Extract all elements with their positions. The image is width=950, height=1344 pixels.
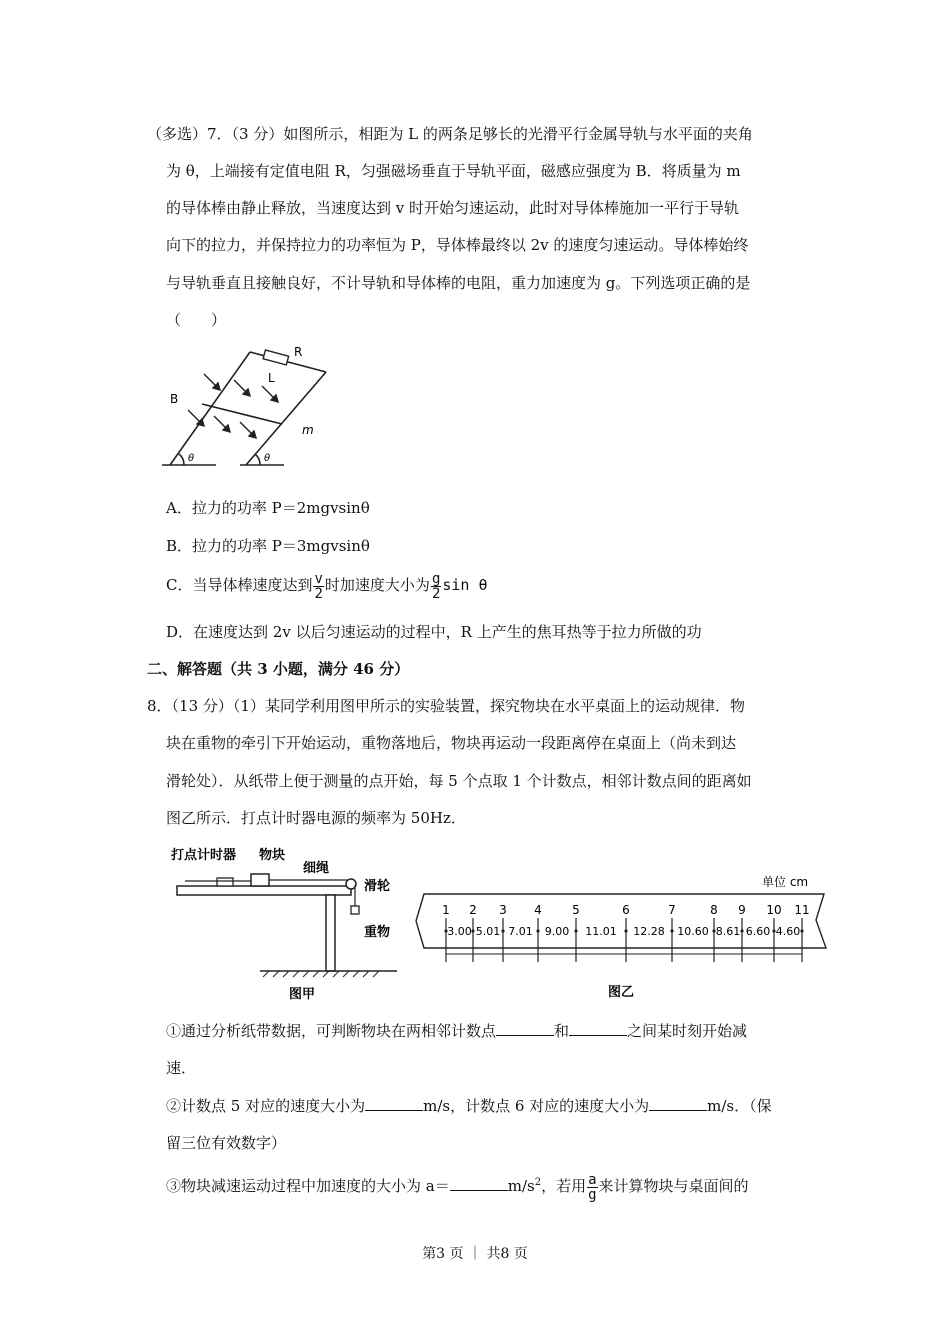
count-point-dot bbox=[624, 929, 627, 932]
label-theta-1: θ bbox=[188, 453, 195, 464]
section-title: 二、解答题（共 3 小题，满分 46 分） bbox=[147, 660, 410, 678]
count-point-label: 7 bbox=[668, 903, 676, 917]
count-point-label: 1 bbox=[442, 903, 450, 917]
count-point-label: 5 bbox=[572, 903, 580, 917]
count-point-label: 11 bbox=[794, 903, 810, 917]
option-b: B．拉力的功率 P＝3mgvsinθ bbox=[166, 537, 370, 555]
blank-point-1[interactable] bbox=[496, 1021, 554, 1036]
count-point-label: 2 bbox=[469, 903, 477, 917]
q8-line-3: 滑轮处）．从纸带上便于测量的点开始，每 5 个点取 1 个计数点，相邻计数点间的距离如 bbox=[166, 772, 752, 790]
count-point-label: 8 bbox=[710, 903, 718, 917]
q7-line-1: （多选）7．（3 分）如图所示，相距为 L 的两条足够长的光滑平行金属导轨与水平面的夹角 bbox=[147, 125, 753, 143]
option-c-post: sin θ bbox=[442, 576, 488, 594]
label-weight: 重物 bbox=[364, 925, 391, 940]
q8-sub3-line: ③物块减速运动过程中加速度的大小为 $a= m/s^2$，若用 $\frac{a}{g}$ 来计算物块与桌面间的 bbox=[166, 1171, 749, 1203]
label-L: L bbox=[268, 371, 275, 385]
q7-line-4: 向下的拉力，并保持拉力的功率恒为 P，导体棒最终以 2v 的速度匀速运动。导体棒始终 bbox=[166, 236, 749, 254]
option-c bbox=[166, 568, 488, 602]
label-R: R bbox=[294, 345, 303, 359]
distance-label: 6.60 bbox=[745, 925, 771, 938]
count-point-label: 6 bbox=[622, 903, 630, 917]
label-m: m bbox=[302, 423, 314, 437]
q7-rail-figure bbox=[160, 340, 360, 470]
count-point-dot bbox=[740, 929, 743, 932]
fraction-a-over-g: $\frac{a}{g}$ bbox=[588, 1171, 597, 1203]
q8-line-2: 块在重物的牵引下开始运动，重物落地后，物块再运动一段距离停在桌面上（尚未到达 bbox=[166, 734, 737, 752]
weight bbox=[351, 906, 359, 914]
q8-sub2-cont: 留三位有效数字） bbox=[166, 1134, 287, 1152]
blank-v5[interactable] bbox=[365, 1096, 423, 1111]
label-pulley: 滑轮 bbox=[364, 879, 391, 894]
block bbox=[251, 874, 269, 886]
caption-yi: 图乙 bbox=[608, 985, 635, 1000]
option-c-pre: C．当导体棒速度达到 bbox=[166, 576, 313, 594]
resistor-symbol bbox=[263, 350, 289, 365]
q8-line-1: 8．（13 分）（1）某同学利用图甲所示的实验装置，探究物块在水平桌面上的运动规律．物 bbox=[147, 697, 745, 715]
label-theta-2: θ bbox=[264, 453, 271, 464]
distance-label: 9.00 bbox=[544, 925, 570, 938]
caption-jia: 图甲 bbox=[289, 987, 316, 1002]
distance-label: 10.60 bbox=[677, 925, 709, 938]
count-point-dot bbox=[501, 929, 504, 932]
blank-acceleration[interactable] bbox=[450, 1176, 508, 1191]
distance-label: 3.00 bbox=[447, 925, 472, 938]
count-point-dot bbox=[800, 929, 803, 932]
blank-point-2[interactable] bbox=[569, 1021, 627, 1036]
tape-outline bbox=[416, 894, 826, 948]
option-a: A．拉力的功率 P＝2mgvsinθ bbox=[166, 499, 370, 517]
distance-label: 12.28 bbox=[633, 925, 665, 938]
count-point-label: 9 bbox=[738, 903, 746, 917]
q7-line-6: （ ） bbox=[166, 311, 227, 329]
label-B: B bbox=[170, 392, 179, 406]
q7-line-2: 为 θ，上端接有定值电阻 R，匀强磁场垂直于导轨平面，磁感应强度为 B．将质量为 m bbox=[166, 162, 741, 180]
count-point-dot bbox=[471, 929, 474, 932]
distance-label: 8.61 bbox=[715, 925, 741, 938]
q8-sub1-cont: 速． bbox=[166, 1059, 197, 1077]
label-rope: 细绳 bbox=[303, 861, 330, 876]
fig-jia bbox=[165, 840, 410, 1010]
label-timer: 打点计时器 bbox=[171, 848, 237, 863]
unit-label: 单位 cm bbox=[762, 875, 809, 889]
distance-label: 11.01 bbox=[585, 925, 617, 938]
count-point-dot bbox=[574, 929, 577, 932]
table-leg bbox=[326, 895, 335, 971]
fraction-v-over-2: $\frac{v}{2}$ bbox=[314, 570, 323, 602]
option-d: D．在速度达到 2v 以后匀速运动的过程中，R 上产生的焦耳热等于拉力所做的功 bbox=[166, 623, 702, 641]
count-point-dot bbox=[536, 929, 539, 932]
count-point-label: 3 bbox=[499, 903, 507, 917]
q8-sub1-line: ①通过分析纸带数据，可判断物块在两相邻计数点 和 之间某时刻开始减 bbox=[166, 1022, 748, 1040]
q8-line-4: 图乙所示．打点计时器电源的频率为 50Hz． bbox=[166, 809, 466, 827]
q7-line-3: 的导体棒由静止释放，当速度达到 v 时开始匀速运动，此时对导体棒施加一平行于导轨 bbox=[166, 199, 740, 217]
page-footer: 第3 页 ｜ 共8 页 bbox=[422, 1246, 528, 1262]
distance-label: 4.60 bbox=[775, 925, 801, 938]
blank-v6[interactable] bbox=[649, 1096, 707, 1111]
count-point-label: 10 bbox=[766, 903, 782, 917]
label-block: 物块 bbox=[259, 848, 286, 863]
option-c-mid: 时加速度大小为 bbox=[324, 576, 430, 594]
count-point-dot bbox=[670, 929, 673, 932]
timer-device bbox=[217, 878, 233, 886]
fraction-g-over-2: $\frac{g}{2}$ bbox=[431, 570, 441, 602]
fig-yi bbox=[410, 868, 835, 1004]
count-point-label: 4 bbox=[534, 903, 542, 917]
distance-label: 7.01 bbox=[508, 925, 533, 938]
distance-label: 5.01 bbox=[475, 925, 501, 938]
table-top bbox=[177, 886, 351, 895]
q7-line-5: 与导轨垂直且接触良好，不计导轨和导体棒的电阻，重力加速度为 g。下列选项正确的是 bbox=[166, 274, 751, 292]
q8-sub2-line: ②计数点 5 对应的速度大小为 m/s，计数点 6 对应的速度大小为 m/s．（保 bbox=[166, 1097, 772, 1115]
